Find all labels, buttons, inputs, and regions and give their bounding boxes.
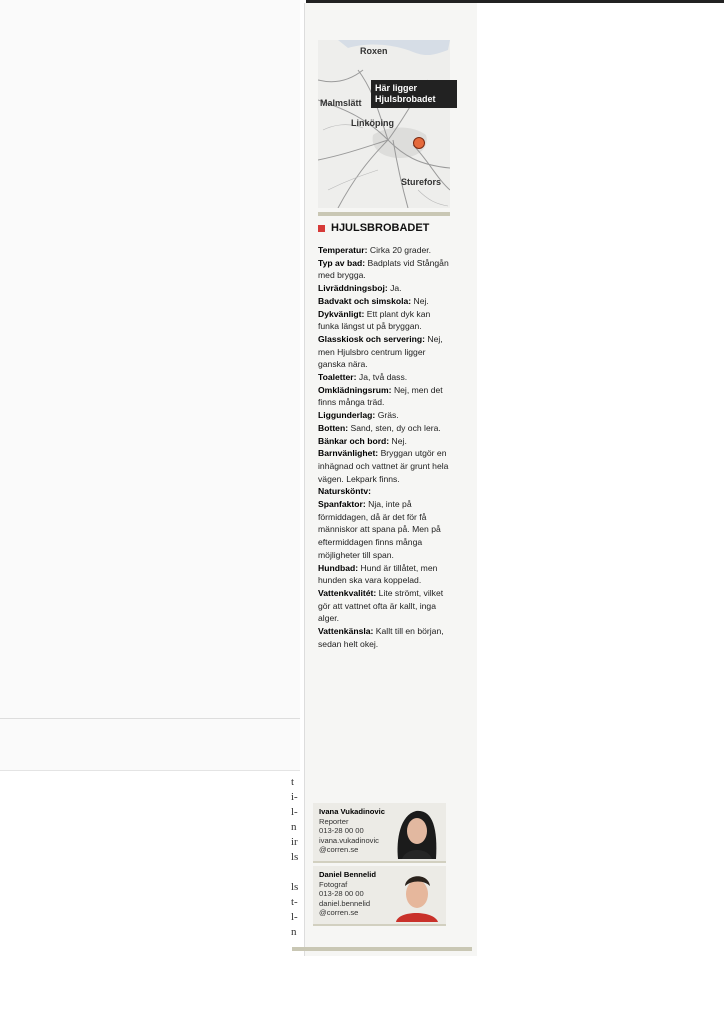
fragment: l- (291, 911, 298, 923)
byline-email: ivana.vukadinovic (319, 835, 379, 845)
fact-item (318, 409, 452, 422)
fact-item (318, 295, 452, 308)
byline-photographer (313, 866, 446, 926)
fact-label: Glasskiosk och servering: (318, 333, 425, 344)
fragment: ir (291, 836, 298, 848)
fact-item (318, 447, 452, 485)
fact-text: Nej. (391, 435, 407, 446)
byline-email: daniel.bennelid (319, 898, 371, 908)
fact-item (318, 371, 452, 384)
fact-label: Bänkar och bord: (318, 435, 390, 446)
fact-text: Cirka 20 grader. (369, 245, 432, 255)
fact-label: Toaletter: (318, 372, 357, 383)
fragment (291, 865, 305, 880)
fact-label: Temperatur: (318, 245, 368, 255)
fact-text: Nej, men Hjulsbro centrum ligger ganska nära. (318, 333, 443, 370)
fact-item (318, 384, 452, 409)
fact-item (318, 562, 452, 587)
fact-text: Ett plant dyk kan funka längst ut på bryggan. (318, 308, 431, 332)
byline-reporter (313, 803, 446, 863)
fact-item (318, 333, 452, 371)
fragment: l- (291, 806, 298, 818)
fact-label: Vattenkvalitét: (318, 587, 377, 598)
fact-item (318, 498, 452, 562)
bottom-rule (292, 947, 472, 951)
fact-text: Gräs. (377, 410, 399, 421)
fact-text: Badplats vid Stångån med brygga. (318, 257, 449, 281)
fact-item (318, 244, 452, 257)
byline-info (319, 870, 399, 918)
fact-label: Typ av bad: (318, 257, 366, 268)
location-marker-icon (413, 137, 425, 149)
fact-label: Omklädningsrum: (318, 384, 392, 395)
photographer-photo (388, 868, 444, 922)
fact-text: Lite strömt, vilket gör att vattnet ofta är kallt, inga alger. (318, 587, 444, 624)
facts-list (318, 244, 452, 651)
fact-label: Natursköntv: (318, 486, 372, 497)
fact-text: Bryggan utgör en inhägnad och vattnet är grunt hela vägen. Lekpark finns. (318, 448, 449, 484)
callout-line: Här ligger (375, 83, 418, 93)
fragment: n (291, 821, 297, 833)
byline-role: Fotograf (319, 879, 348, 889)
map-label-sturefors: Sturefors (401, 177, 442, 187)
byline-email-domain: @corren.se (319, 845, 359, 855)
map-callout (371, 80, 457, 108)
fragment: i- (291, 791, 298, 803)
fold-line (0, 718, 300, 719)
fact-text: Kallt till en början, sedan helt okej. (318, 626, 444, 649)
fact-label: Spanfaktor: (318, 499, 366, 510)
fact-item (318, 435, 452, 448)
location-map (318, 40, 450, 208)
red-square-icon (318, 225, 325, 232)
byline-phone: 013-28 00 00 (319, 826, 364, 836)
fact-label: Liggunderlag: (318, 410, 376, 421)
byline-email-domain: @corren.se (319, 908, 359, 918)
callout-line: Hjulsbrobadet (375, 94, 436, 104)
byline-name: Ivana Vukadinovic (319, 807, 385, 816)
fold-line-2 (0, 770, 300, 771)
fact-text: Nej, men det finns många träd. (318, 384, 443, 408)
fact-label: Hundbad: (318, 562, 359, 573)
fact-label: Badvakt och simskola: (318, 295, 412, 306)
reporter-photo (388, 805, 444, 859)
fact-item (318, 422, 452, 435)
section-rule (318, 212, 450, 216)
fact-label: Vattenkänsla: (318, 626, 374, 637)
fragment: t (291, 776, 295, 788)
fact-label: Barnvänlighet: (318, 448, 379, 459)
fact-item (318, 308, 452, 333)
byline-phone: 013-28 00 00 (319, 889, 364, 899)
map-label-malmslatt: Malmslätt (320, 98, 362, 108)
byline-info (319, 807, 399, 855)
fact-text: Ja, två dass. (358, 372, 408, 383)
fragment: ls (291, 851, 299, 863)
fact-item (318, 485, 452, 498)
fact-text: Nja, inte på förmiddagen, då är det för få människor att spana på. Men på eftermiddagen finns många möjligheter till span. (318, 499, 441, 560)
byline-name: Daniel Bennelid (319, 870, 376, 879)
fragment: ls (291, 881, 299, 893)
fact-label: Botten: (318, 422, 349, 433)
fact-item (318, 282, 452, 295)
fact-text: Nej. (413, 295, 429, 306)
fact-label: Livräddningsboj: (318, 283, 388, 294)
fragment: n (291, 926, 297, 938)
heading-text: HJULSBROBADET (331, 222, 430, 234)
map-label-roxen: Roxen (360, 46, 388, 56)
fact-item (318, 625, 452, 650)
fact-label: Dykvänligt: (318, 308, 365, 319)
map-label-linkoping: Linköping (351, 118, 394, 128)
fact-text: Hund är tillåtet, men hunden ska vara koppelad. (318, 562, 438, 586)
article-heading (318, 220, 458, 236)
adjacent-text-fragments (291, 775, 305, 940)
fact-text: Sand, sten, dy och lera. (350, 422, 441, 433)
adjacent-column (0, 0, 300, 770)
fact-item (318, 257, 452, 282)
fact-text: Ja. (390, 283, 402, 294)
fact-item (318, 587, 452, 625)
fragment: t- (291, 896, 298, 908)
byline-role: Reporter (319, 816, 349, 826)
